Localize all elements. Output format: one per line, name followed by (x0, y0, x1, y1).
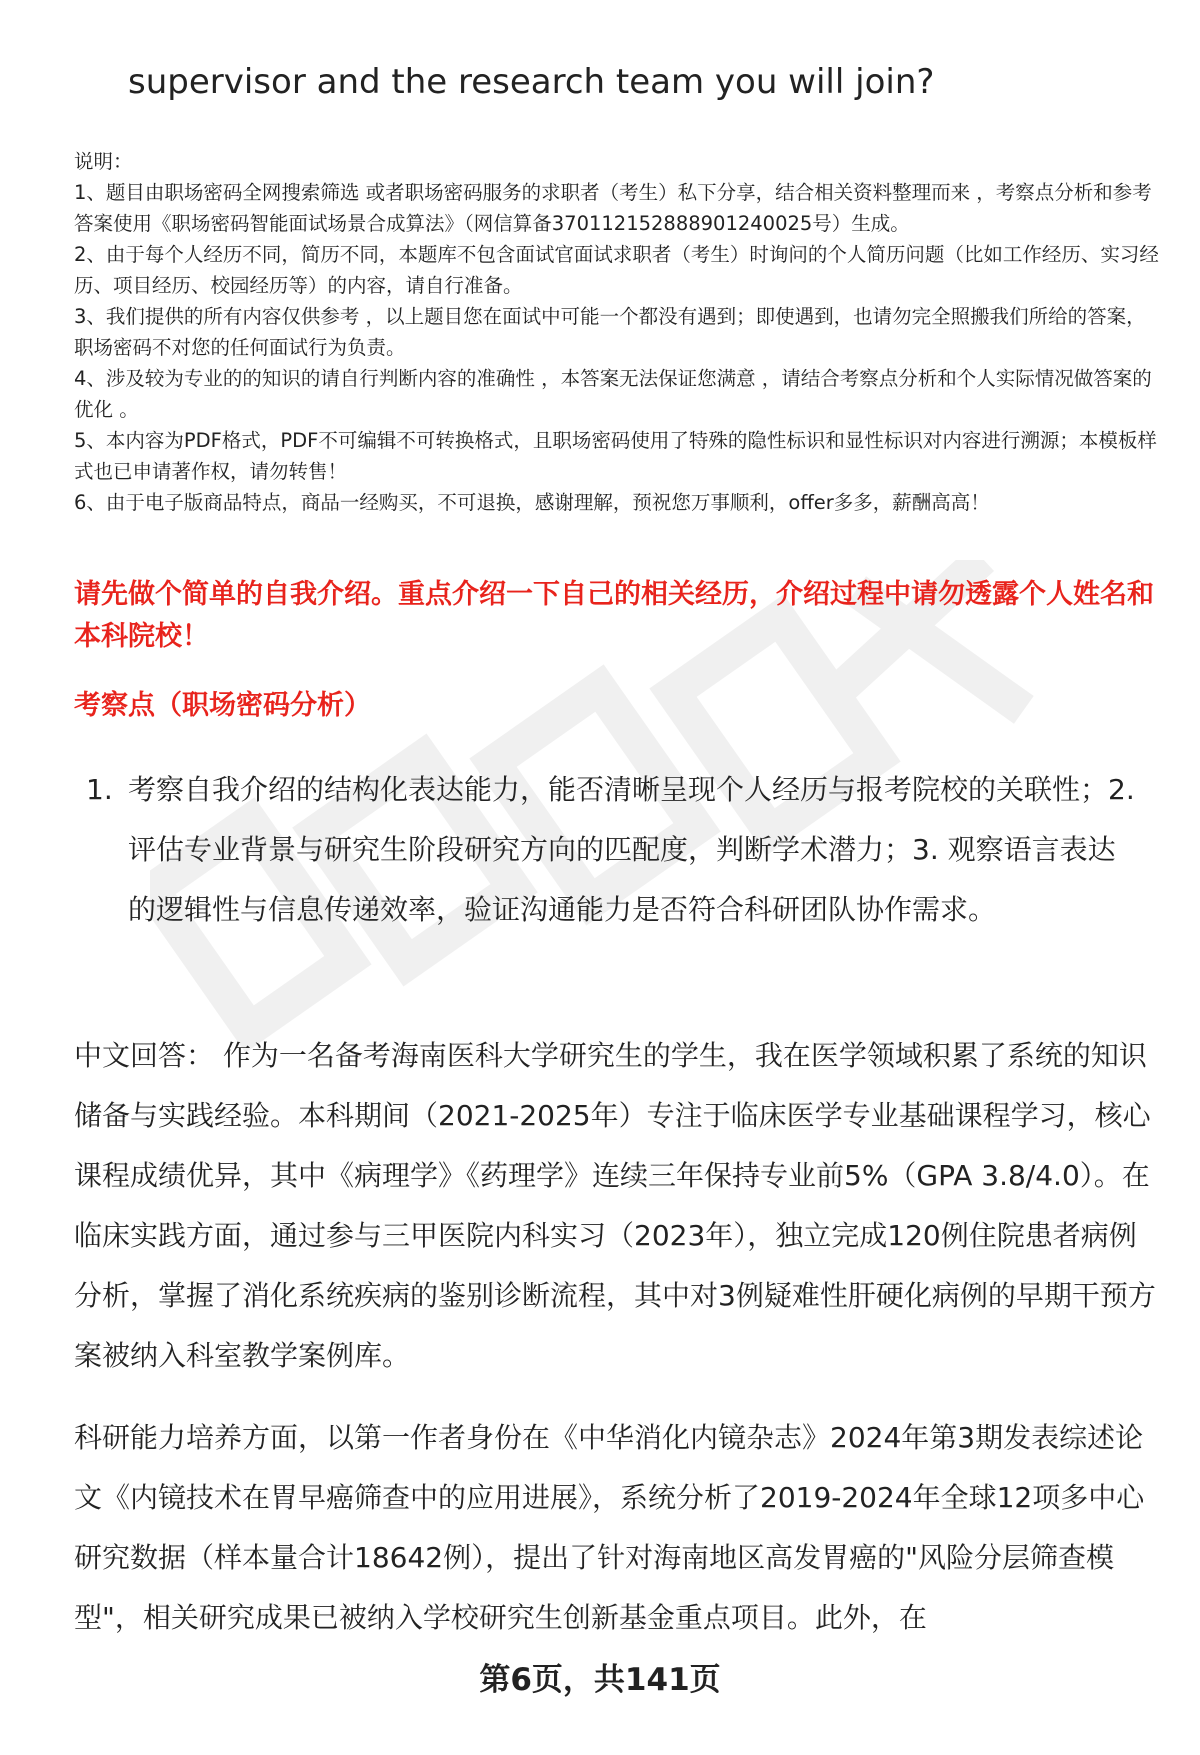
answer-section (74, 1026, 1164, 1648)
instruction-item: 1、题目由职场密码全网搜索筛选 或者职场密码服务的求职者（考生）私下分享，结合相关资料整理而来 ，考察点分析和参考答案使用《职场密码智能面试场景合成算法》（网信算备370112152888901240025号）生成。 (74, 181, 1152, 235)
instruction-item: 4、涉及较为专业的的知识的请自行判断内容的准确性 ，本答案无法保证您满意 ，请结合考察点分析和个人实际情况做答案的优化 。 (74, 367, 1152, 421)
instructions-heading: 说明： (74, 150, 133, 173)
interview-question: 请先做个简单的自我介绍。重点介绍一下自己的相关经历，介绍过程中请勿透露个人姓名和本科院校！ (74, 579, 1154, 652)
instruction-item: 5、本内容为PDF格式，PDF不可编辑不可转换格式，且职场密码使用了特殊的隐性标识和显性标识对内容进行溯源；本模板样式也已申请著作权，请勿转售！ (74, 429, 1157, 483)
instruction-item: 2、由于每个人经历不同，简历不同，本题库不包含面试官面试求职者（考生）时询问的个人简历问题（比如工作经历、实习经历、项目经历、校园经历等）的内容，请自行准备。 (74, 243, 1159, 297)
instruction-item: 3、我们提供的所有内容仅供参考 ，以上题目您在面试中可能一个都没有遇到；即使遇到，也请勿完全照搬我们所给的答案，职场密码不对您的任何面试行为负责。 (74, 305, 1146, 359)
instruction-item: 6、由于电子版商品特点，商品一经购买，不可退换，感谢理解，预祝您万事顺利，offer多多，薪酬高高！ (74, 491, 990, 514)
previous-question-continuation: supervisor and the research team you will join? (128, 62, 935, 102)
key-points-title: 考察点（职场密码分析） (74, 690, 371, 721)
key-points-list (86, 760, 1136, 940)
key-points-text: 考察自我介绍的结构化表达能力，能否清晰呈现个人经历与报考院校的关联性；2. 评估专业背景与研究生阶段研究方向的匹配度，判断学术潜力；3. 观察语言表达的逻辑性与信息传递效率，验证沟通能力是否符合科研团队协作需求。 (128, 773, 1135, 926)
answer-paragraph: 科研能力培养方面，以第一作者身份在《中华消化内镜杂志》2024年第3期发表综述论文《内镜技术在胃早癌筛查中的应用进展》，系统分析了2019-2024年全球12项多中心研究数据（样本量合计18642例），提出了针对海南地区高发胃癌的"风险分层筛查模型"，相关研究成果已被纳入学校研究生创新基金重点项目。此外，在 (74, 1421, 1145, 1634)
list-number: 1. (86, 773, 113, 806)
page-number: 第6页，共141页 (479, 1662, 721, 1698)
answer-paragraph: 中文回答： 作为一名备考海南医科大学研究生的学生，我在医学领域积累了系统的知识储备与实践经验。本科期间（2021-2025年）专注于临床医学专业基础课程学习，核心课程成绩优异，其中《病理学》《药理学》连续三年保持专业前5%（GPA 3.8/4.0）。在临床实践方面，通过参与三甲医院内科实习（2023年），独立完成120例住院患者病例分析，掌握了消化系统疾病的鉴别诊断流程，其中对3例疑难性肝硬化病例的早期干预方案被纳入科室教学案例库。 (74, 1039, 1156, 1372)
instructions-section (74, 146, 1164, 518)
